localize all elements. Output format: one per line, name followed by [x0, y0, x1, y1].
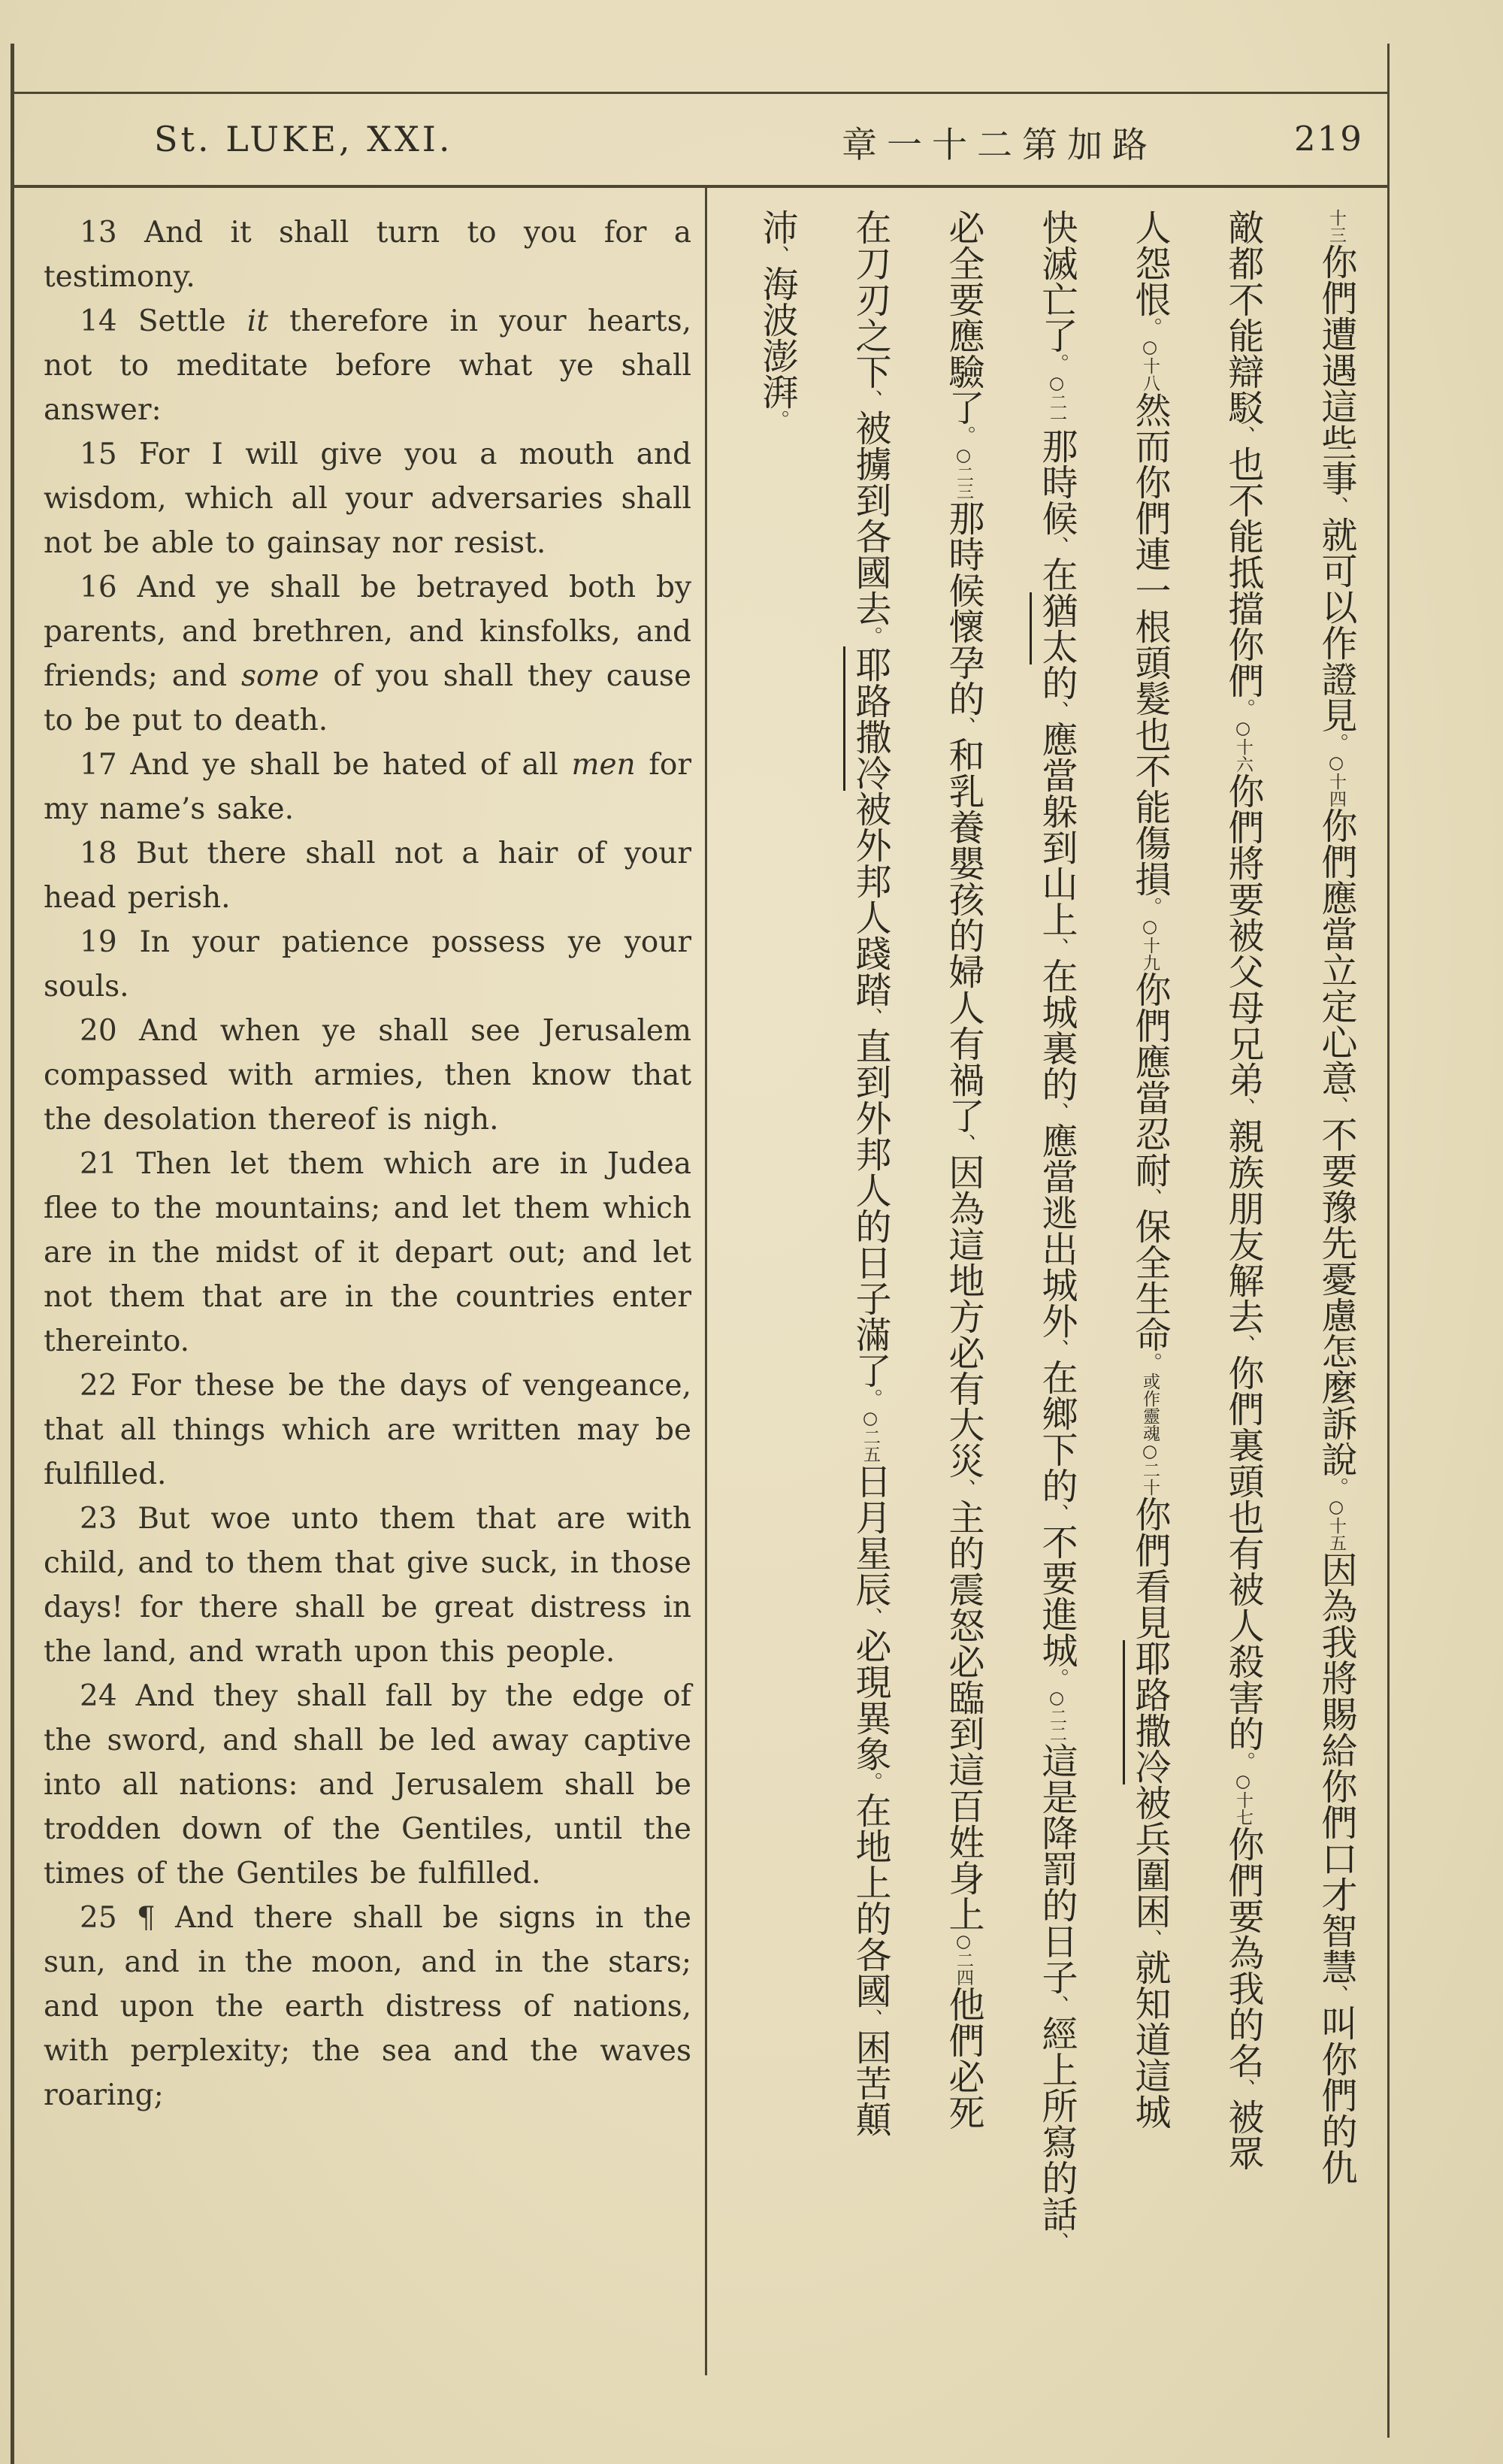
verse-number-marker: ○十七: [1233, 1772, 1253, 1826]
text-run: 18 But there shall not a hair of your head perish.: [44, 837, 691, 915]
verse-number-marker: ○二二: [1047, 1688, 1066, 1742]
verse-paragraph: [44, 1896, 691, 2117]
text-run: 25 ¶ And there shall be signs in the sun, and in the moon, and in the stars; and upon the earth distress of nations, with perplexity; the sea and the waves roaring;: [44, 1901, 691, 2112]
right-border-rule: [1387, 44, 1390, 2438]
verse-paragraph: [44, 432, 691, 565]
verse-number-marker: 十三: [1326, 209, 1346, 244]
verse-paragraph: [44, 210, 691, 299]
chinese-text-column: [730, 209, 824, 2419]
verse-paragraph: [44, 920, 691, 1009]
verse-paragraph: [44, 831, 691, 920]
text-run: of you shall they cause to be put to death.: [44, 659, 691, 737]
verse-number-marker: ○十九: [1140, 917, 1160, 971]
text-run: 這是降罰的日子、經上所寫的話、: [1036, 1742, 1078, 2252]
text-run: 沛、海波澎湃。: [756, 209, 798, 430]
text-run: 他們必死: [942, 1986, 984, 2130]
verse-number-marker: ○十四: [1326, 753, 1346, 807]
verse-paragraph: [44, 565, 691, 743]
text-run: 日月星辰、必現異象。在地上的各國、困苦顛: [849, 1463, 891, 2137]
text-run: 15 For I will give you a mouth and wisdom, which all your adversaries shall not be able to gainsay nor resist.: [44, 437, 691, 560]
text-run: 23 But woe unto them that are with child, and to them that give suck, in those days! for there shall be great distress in the land, and wrath upon this people.: [44, 1502, 691, 1669]
page-number: 219: [1294, 119, 1363, 159]
text-run: 必全要應驗了。: [942, 209, 984, 446]
italic-run: some: [240, 659, 319, 693]
text-run: 16 And ye shall be betrayed both by parents, and brethren, and kinsfolks, and friends; and: [44, 571, 691, 693]
text-run: 13 And it shall turn to you for a testimony.: [44, 216, 691, 294]
text-run: 14 Settle: [80, 304, 247, 338]
text-run: 22 For these be the days of vengeance, that all things which are written may be fulfilled.: [44, 1369, 691, 1491]
column-divider: [705, 188, 707, 2375]
chinese-text-column: [1103, 209, 1196, 2419]
verse-number-marker: ○十六: [1233, 719, 1253, 773]
verse-number-marker: ○二三: [954, 446, 973, 500]
verse-paragraph: [44, 1497, 691, 1674]
text-run: 你們遭遇這些事、就可以作證見。: [1315, 244, 1357, 753]
left-border-rule: [11, 44, 14, 2464]
text-run: 然而你們連一根頭髮也不能傷損。: [1129, 392, 1171, 917]
text-run: 那時候懷孕的、和乳養嬰孩的婦人有禍了、因為這地方必有大災、主的震怒必臨到這百姓身上: [942, 500, 984, 1932]
text-run: 那時候、在: [1036, 428, 1078, 592]
chinese-text-column: [824, 209, 917, 2419]
translation-note: 或作靈魂: [1140, 1373, 1160, 1442]
text-run: 敵都不能辯駁、也不能抵擋你們。: [1222, 209, 1264, 719]
text-run: 24 And they shall fall by the edge of the sword, and shall be led away captive into all nations: and Jerusalem shall be trodden down of the Gentiles, until the times of the Gentiles be fulfilled.: [44, 1679, 691, 1890]
verse-number-marker: ○二四: [954, 1932, 973, 1986]
text-run: 19 In your patience possess ye your souls.: [44, 925, 691, 1003]
text-run: therefore in your hearts, not to meditate before what ye shall answer:: [44, 304, 692, 427]
text-run: for my name’s sake.: [44, 748, 691, 826]
verse-paragraph: [44, 1009, 691, 1142]
english-running-head: St. LUKE, XXI.: [154, 119, 453, 159]
chinese-text-block: [718, 209, 1383, 2419]
chinese-text-column: [1196, 209, 1290, 2419]
chinese-running-head: 章一十二第加路: [842, 125, 1157, 166]
verse-paragraph: [44, 1674, 691, 1896]
verse-paragraph: [44, 1364, 691, 1497]
chinese-text-column: [1010, 209, 1103, 2419]
chinese-text-column: [1290, 209, 1383, 2419]
proper-noun-mark: 耶路撒冷: [849, 646, 891, 791]
text-run: 你們將要被父母兄弟、親族朋友解去、你們裏頭也有被人殺害的。: [1222, 773, 1264, 1772]
italic-run: it: [246, 304, 268, 338]
text-run: 17 And ye shall be hated of all: [80, 748, 572, 782]
text-run: 人怨恨。: [1129, 209, 1171, 338]
verse-number-marker: ○二五: [860, 1409, 880, 1463]
verse-paragraph: [44, 743, 691, 831]
text-run: 快滅亡了。: [1036, 209, 1078, 374]
verse-paragraph: [44, 1142, 691, 1364]
text-run: 因為我將賜給你們口才智慧、叫你們的仇: [1315, 1551, 1357, 2185]
text-run: 在刀刃之下、被擄到各國去。: [849, 209, 891, 646]
english-text-column: [44, 210, 691, 2117]
text-run: 你們應當忍耐、保全生命。: [1129, 971, 1171, 1373]
proper-noun-mark: 耶路撒冷: [1129, 1640, 1171, 1784]
verse-number-marker: ○二十: [1140, 1442, 1160, 1496]
header-bottom-rule: [11, 185, 1390, 188]
text-run: 21 Then let them which are in Judea flee to the mountains; and let them which are in the midst of it depart out; and let not them that are in the countries enter thereinto.: [44, 1147, 691, 1358]
text-run: 你們應當立定心意、不要豫先憂慮怎麼訴說。: [1315, 807, 1357, 1497]
proper-noun-mark: 猶太: [1036, 592, 1078, 664]
text-run: 你們要為我的名、被眾: [1222, 1826, 1264, 2171]
text-run: 的、應當躲到山上、在城裏的、應當逃出城外、在鄉下的、不要進城。: [1036, 664, 1078, 1688]
text-run: 被兵圍困、就知道這城: [1129, 1784, 1171, 2130]
chinese-text-column: [917, 209, 1010, 2419]
header-top-rule: [11, 92, 1390, 94]
italic-run: men: [571, 748, 636, 782]
verse-number-marker: ○十八: [1140, 338, 1160, 392]
verse-paragraph: [44, 299, 691, 432]
text-run: 20 And when ye shall see Jerusalem compassed with armies, then know that the desolation thereof is nigh.: [44, 1014, 691, 1137]
verse-number-marker: ○二一: [1047, 374, 1066, 428]
text-run: 被外邦人踐踏、直到外邦人的日子滿了。: [849, 791, 891, 1409]
verse-number-marker: ○十五: [1326, 1497, 1346, 1551]
text-run: 你們看見: [1129, 1496, 1171, 1640]
